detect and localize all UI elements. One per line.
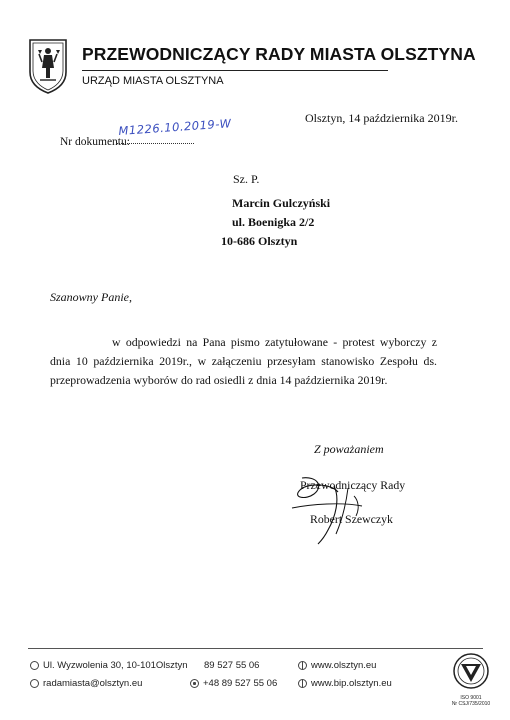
footer-website[interactable] xyxy=(298,660,376,671)
footer-phone xyxy=(204,660,259,671)
footer-email-text[interactable]: radamiasta@olsztyn.eu xyxy=(43,678,143,689)
footer-address xyxy=(30,660,188,671)
letterhead-title: PRZEWODNICZĄCY RADY MIASTA OLSZTYNA xyxy=(82,44,476,64)
iso-certificate-number: Nr CSJ/735/2010 xyxy=(451,701,491,707)
document-number-dotted-line xyxy=(116,142,194,144)
document-number-handwritten: M1226.10.2019-W xyxy=(118,116,232,138)
footer-bip-text[interactable]: www.bip.olsztyn.eu xyxy=(311,678,392,689)
handwritten-signature xyxy=(262,468,382,548)
footer-email[interactable] xyxy=(30,678,142,689)
footer-website-text[interactable]: www.olsztyn.eu xyxy=(311,660,377,671)
globe-icon xyxy=(298,679,307,688)
document-number-label: Nr dokumentu: xyxy=(60,136,130,148)
footer-address-text: Ul. Wyzwolenia 30, 10-101Olsztyn xyxy=(43,660,188,671)
footer-fax-text: +48 89 527 55 06 xyxy=(203,678,278,689)
letterhead-divider xyxy=(82,70,388,71)
recipient-city: 10-686 Olsztyn xyxy=(221,234,298,248)
footer-bip[interactable] xyxy=(298,678,392,689)
letter-date: Olsztyn, 14 października 2019r. xyxy=(305,111,458,125)
footer-fax xyxy=(190,678,277,689)
footer-divider xyxy=(28,648,483,649)
letter-greeting: Szanowny Panie, xyxy=(50,290,132,304)
letter-body xyxy=(50,333,437,390)
signatory-role: Przewodniczący Rady xyxy=(300,478,406,492)
fax-icon xyxy=(190,679,199,688)
recipient-salutation: Sz. P. xyxy=(233,172,260,186)
iso-standard: ISO 9001 xyxy=(460,695,482,701)
letter-closing: Z poważaniem xyxy=(314,442,384,456)
location-icon xyxy=(30,661,39,670)
recipient-street: ul. Boenigka 2/2 xyxy=(232,215,315,229)
globe-icon xyxy=(298,661,307,670)
footer-phone-text: 89 527 55 06 xyxy=(204,660,260,671)
email-icon xyxy=(30,679,39,688)
iso-certification-text xyxy=(446,695,496,707)
recipient-name: Marcin Gulczyński xyxy=(232,196,331,210)
letter-body-paragraph: w odpowiedzi na Pana pismo zatytułowane - protest wyborczy z dnia 10 października 2019r., w załączeniu przesyłam stanowisko Zespołu ds. przeprowadzenia wyborów do rad osiedli z dnia 14 października 2019r. xyxy=(50,335,437,387)
letterhead-subtitle: URZĄD MIASTA OLSZTYNA xyxy=(82,75,224,87)
signatory-name: Robert Szewczyk xyxy=(310,512,393,526)
city-crest-logo xyxy=(28,38,68,94)
